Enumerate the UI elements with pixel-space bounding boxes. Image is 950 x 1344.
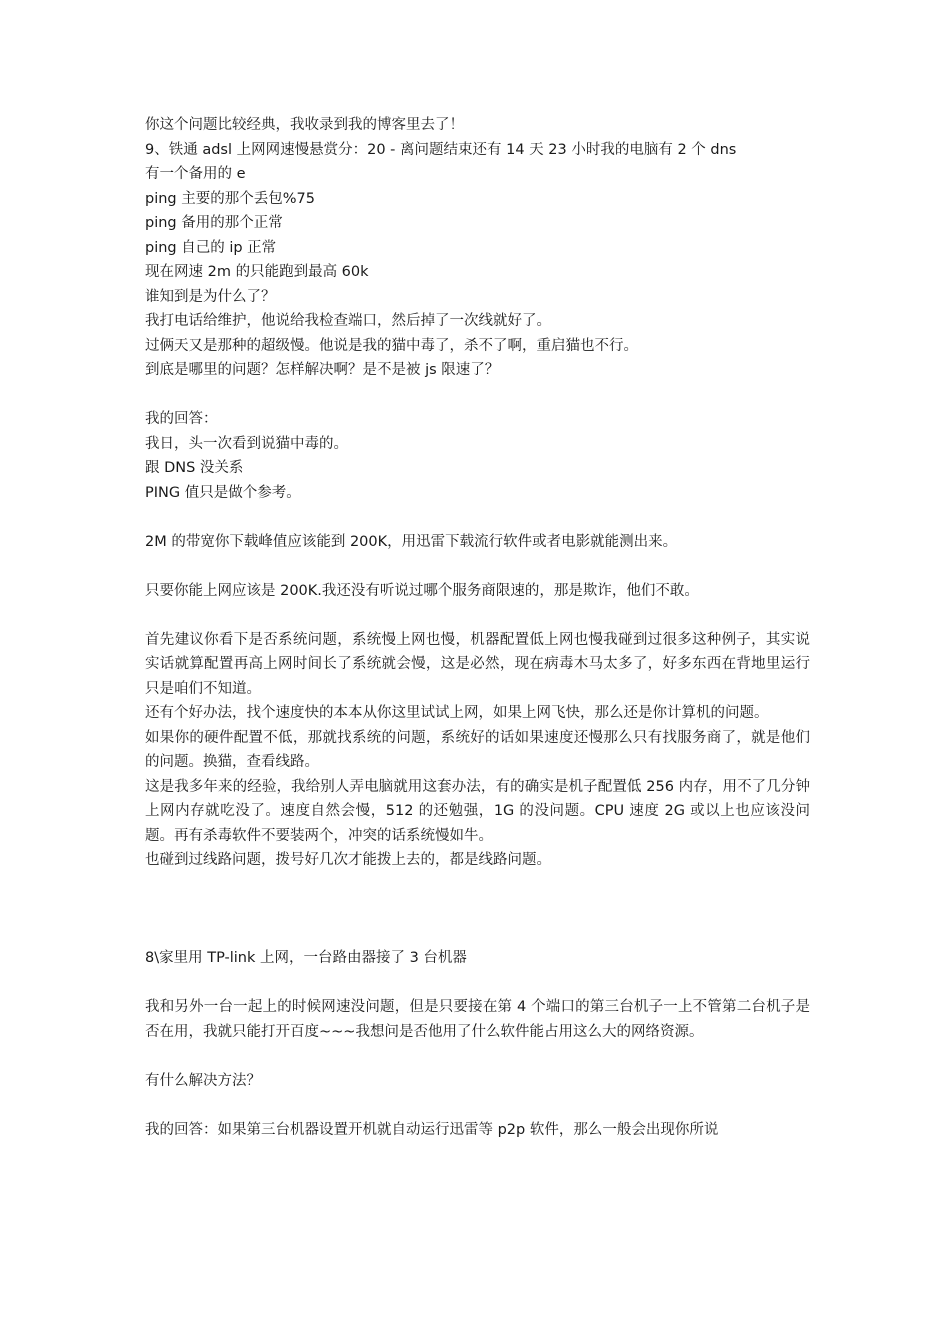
- text-line: 我打电话给维护，他说给我检查端口，然后掉了一次线就好了。: [145, 313, 551, 329]
- text-line: 到底是哪里的问题？怎样解决啊？是不是被 js 限速了？: [145, 362, 500, 378]
- answer-heading: 我的回答：: [145, 411, 218, 427]
- question-8-body: 我和另外一台一起上的时候网速没问题，但是只要接在第 4 个端口的第三台机子一上不管第二台机子是否在用，我就只能打开百度~~~我想问是否他用了什么软件能占用这么大的网络资源。: [145, 999, 810, 1040]
- text-line: 过俩天又是那种的超级慢。他说是我的猫中毒了，杀不了啊，重启猫也不行。: [145, 337, 638, 354]
- question-8-question: 有什么解决方法？: [145, 1072, 261, 1089]
- text-line: 现在网速 2m 的只能跑到最高 60k: [145, 264, 369, 280]
- paragraph-isp: 只要你能上网应该是 200K.我还没有听说过哪个服务商限速的，那是欺诈，他们不敢。: [145, 582, 699, 599]
- paragraph-line: 也碰到过线路问题，拨号好几次才能拨上去的，都是线路问题。: [145, 852, 551, 868]
- text-line: 我日，头一次看到说猫中毒的。: [145, 435, 348, 452]
- spacer: [145, 1044, 810, 1069]
- question-8-title: 8\家里用 TP-link 上网，一台路由器接了 3 台机器: [145, 950, 467, 966]
- text-line: ping 主要的那个丢包%75: [145, 190, 315, 207]
- spacer: [145, 383, 810, 408]
- paragraph-hardware: 如果你的硬件配置不低，那就找系统的问题，系统好的话如果速度还慢那么只有找服务商了，就是他们的问题。换猫，查看线路。: [145, 729, 810, 770]
- spacer: [145, 603, 810, 628]
- text-line: 有一个备用的 e: [145, 166, 246, 182]
- spacer: [145, 971, 810, 996]
- spacer: [145, 505, 810, 530]
- question-8-answer: 我的回答：如果第三台机器设置开机就自动运行迅雷等 p2p 软件，那么一般会出现你所说: [145, 1121, 719, 1138]
- text-line: ping 自己的 ip 正常: [145, 239, 277, 256]
- text-line: 你这个问题比较经典，我收录到我的博客里去了！: [145, 117, 464, 133]
- paragraph-experience: 这是我多年来的经验，我给别人弄电脑就用这套办法，有的确实是机子配置低 256 内存，用不了几分钟上网内存就吃没了。速度自然会慢，512 的还勉强，1G 的没问题。CPU 速度 2G 或以上也应该没问题。再有杀毒软件不要装两个，冲突的话系统慢如牛。: [145, 778, 810, 844]
- document-page: [145, 113, 810, 1142]
- text-line: 跟 DNS 没关系: [145, 460, 244, 476]
- question-9-title: 9、铁通 adsl 上网网速慢悬赏分：20 - 离问题结束还有 14 天 23 小时我的电脑有 2 个 dns: [145, 141, 737, 158]
- text-line: ping 备用的那个正常: [145, 215, 283, 231]
- text-line: 谁知到是为什么了？: [145, 288, 276, 305]
- spacer: [145, 873, 810, 947]
- paragraph-system: 首先建议你看下是否系统问题，系统慢上网也慢，机器配置低上网也慢我碰到过很多这种例子，其实说实话就算配置再高上网时间长了系统就会慢，这是必然，现在病毒木马太多了，好多东西在背地里运行只是咱们不知道。: [145, 631, 810, 697]
- paragraph-notebook: 还有个好办法，找个速度快的本本从你这里试试上网，如果上网飞快，那么还是你计算机的问题。: [145, 705, 769, 721]
- spacer: [145, 1093, 810, 1118]
- spacer: [145, 554, 810, 579]
- text-line: PING 值只是做个参考。: [145, 484, 301, 501]
- paragraph-bandwidth: 2M 的带宽你下载峰值应该能到 200K，用迅雷下载流行软件或者电影就能测出来。: [145, 533, 678, 550]
